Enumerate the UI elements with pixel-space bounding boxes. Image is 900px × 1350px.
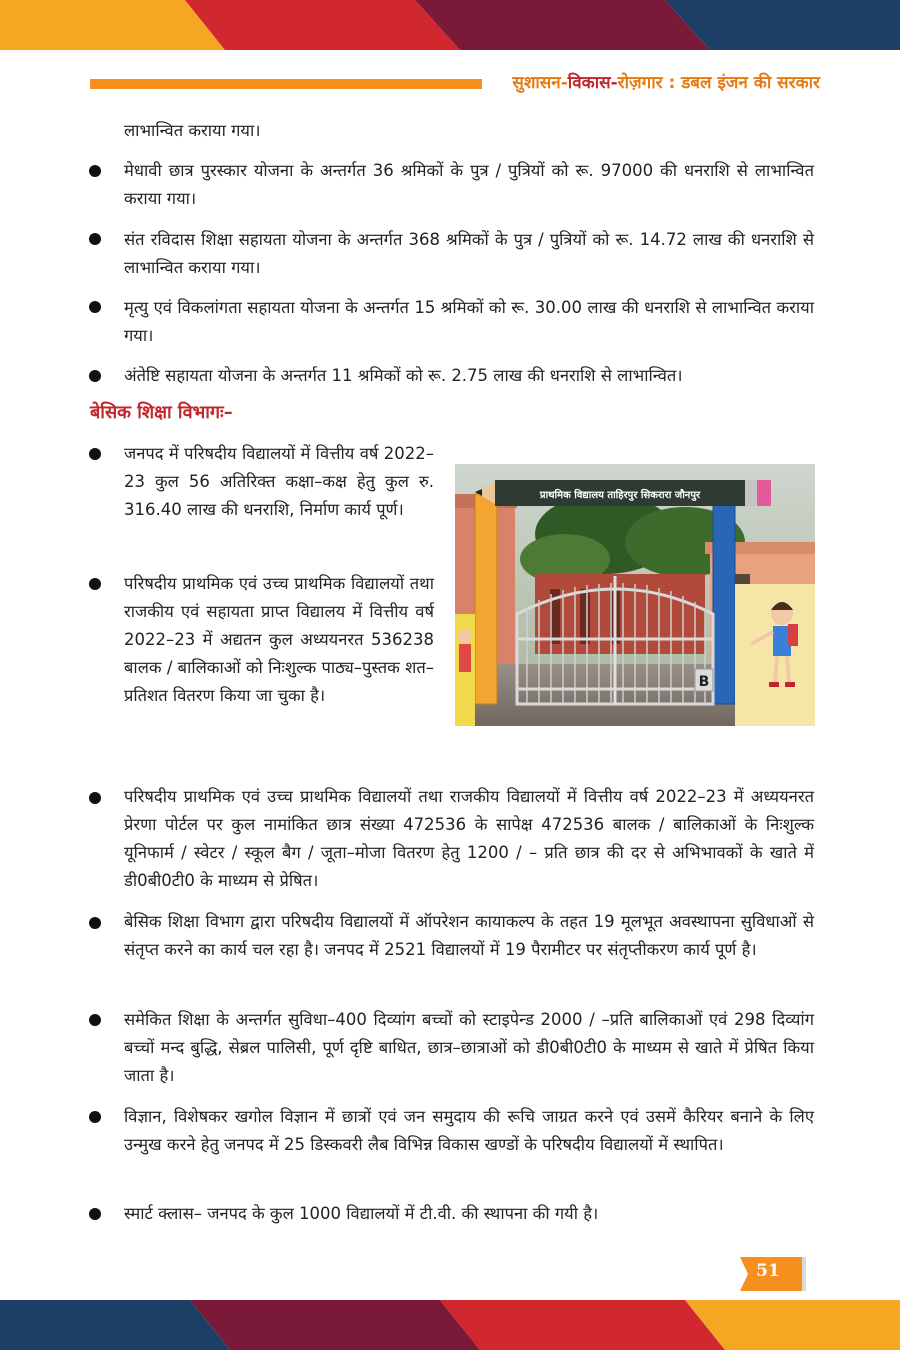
list-item: परिषदीय प्राथमिक एवं उच्च प्राथमिक विद्यालयों तथा राजकीय एवं सहायता प्राप्त विद्यालय में वित्तीय वर्ष 2022–23 में अद्यतन कुल अध्ययनरत 536238 बालक / बालिकाओं को निःशुल्क पाठ्य–पुस्तक शत–प्रतिशत वितरण किया जा चुका है। bbox=[124, 574, 434, 705]
list-item: मेधावी छात्र पुरस्कार योजना के अन्तर्गत 36 श्रमिकों के पुत्र / पुत्रियों को रू. 97000 की धनराशि से लाभान्वित कराया गया। bbox=[124, 161, 814, 208]
header-rule bbox=[90, 79, 482, 89]
top-decorative-band bbox=[0, 0, 900, 50]
list-item: अंतेष्टि सहायता योजना के अन्तर्गत 11 श्रमिकों को रू. 2.75 लाख की धनराशि से लाभान्वित। bbox=[124, 366, 683, 385]
bullet-marker bbox=[89, 165, 101, 177]
list-item: जनपद में परिषदीय विद्यालयों में वित्तीय वर्ष 2022–23 कुल 56 अतिरिक्त कक्षा–कक्ष हेतु कुल रु. 316.40 लाख की धनराशि, निर्माण कार्य पूर्ण। bbox=[124, 444, 434, 519]
header-title-part-1: सुशासन- bbox=[512, 73, 568, 93]
list-item: विज्ञान, विशेषकर खगोल विज्ञान में छात्रों एवं जन समुदाय की रूचि जाग्रत करने एवं उसमें कैरियर बनाने के लिए उन्मुख करने हेतु जनपद में 25 डिस्कवरी लैब विभिन्न विकास खण्डों के परिषदीय विद्यालयों में स्थापित। bbox=[124, 1107, 814, 1154]
bullet-marker bbox=[89, 233, 101, 245]
section-heading: बेसिक शिक्षा विभागः– bbox=[90, 402, 233, 423]
list-item: परिषदीय प्राथमिक एवं उच्च प्राथमिक विद्यालयों तथा राजकीय विद्यालयों में वित्तीय वर्ष 2022–23 में अध्ययनरत प्रेरणा पोर्टल पर कुल नामांकित छात्र संख्या 472536 के सापेक्ष 472536 बालक / बालिकाओं के निःशुल्क यूनिफार्म / स्वेटर / स्कूल बैग / जूता–मोजा वितरण हेतु 1200 / – प्रति छात्र की दर से अभिभावकों के खाते में डी0बी0टी0 के माध्यम से प्रेषित। bbox=[124, 787, 814, 890]
header-title-part-3: रोज़गार : डबल इंजन की सरकार bbox=[617, 73, 820, 93]
page-number: 51 bbox=[756, 1261, 780, 1281]
bullet-marker bbox=[89, 917, 101, 929]
bullet-marker bbox=[89, 301, 101, 313]
list-item: समेकित शिक्षा के अन्तर्गत सुविधा–400 दिव्यांग बच्चों को स्टाइपेन्ड 2000 / –प्रति बालिकाओं एवं 298 दिव्यांग बच्चों मन्द बुद्धि, सेब्रल पालिसी, पूर्ण दृष्टि बाधित, छात्र–छात्राओं को डी0बी0टी0 के माध्यम से खाते में प्रेषित किया जाता है। bbox=[124, 1010, 814, 1085]
bullet-marker bbox=[89, 1111, 101, 1123]
list-item: स्मार्ट क्लास– जनपद के कुल 1000 विद्यालयों में टी.वी. की स्थापना की गयी है। bbox=[124, 1204, 599, 1223]
continuation-text: लाभान्वित कराया गया। bbox=[124, 121, 261, 140]
page-header-title bbox=[490, 70, 820, 93]
header-title-part-2: विकास- bbox=[567, 73, 618, 93]
bullet-marker bbox=[89, 448, 101, 460]
list-item: बेसिक शिक्षा विभाग द्वारा परिषदीय विद्यालयों में ऑपरेशन कायाकल्प के तहत 19 मूलभूत अवस्थापना सुविधाओं से संतृप्त करने का कार्य चल रहा है। जनपद में 2521 विद्यालयों में 19 पैरामीटर पर संतृप्तीकरण कार्य पूर्ण है। bbox=[124, 912, 814, 959]
pillar-letter: B bbox=[698, 674, 710, 690]
list-item: संत रविदास शिक्षा सहायता योजना के अन्तर्गत 368 श्रमिकों के पुत्र / पुत्रियों को रू. 14.72 लाख की धनराशि से लाभान्वित कराया गया। bbox=[124, 230, 814, 277]
bullet-marker bbox=[89, 370, 101, 382]
school-gate-photo bbox=[455, 464, 815, 726]
bullet-marker bbox=[89, 792, 101, 804]
bullet-marker bbox=[89, 578, 101, 590]
list-item: मृत्यु एवं विकलांगता सहायता योजना के अन्तर्गत 15 श्रमिकों को रू. 30.00 लाख की धनराशि से लाभान्वित कराया गया। bbox=[124, 298, 814, 345]
bullet-marker bbox=[89, 1014, 101, 1026]
bullet-marker bbox=[89, 1208, 101, 1220]
photo-banner-text: प्राथमिक विद्यालय ताहिरपुर सिकरारा जौनपुर bbox=[539, 490, 701, 501]
bottom-decorative-band bbox=[0, 1300, 900, 1350]
